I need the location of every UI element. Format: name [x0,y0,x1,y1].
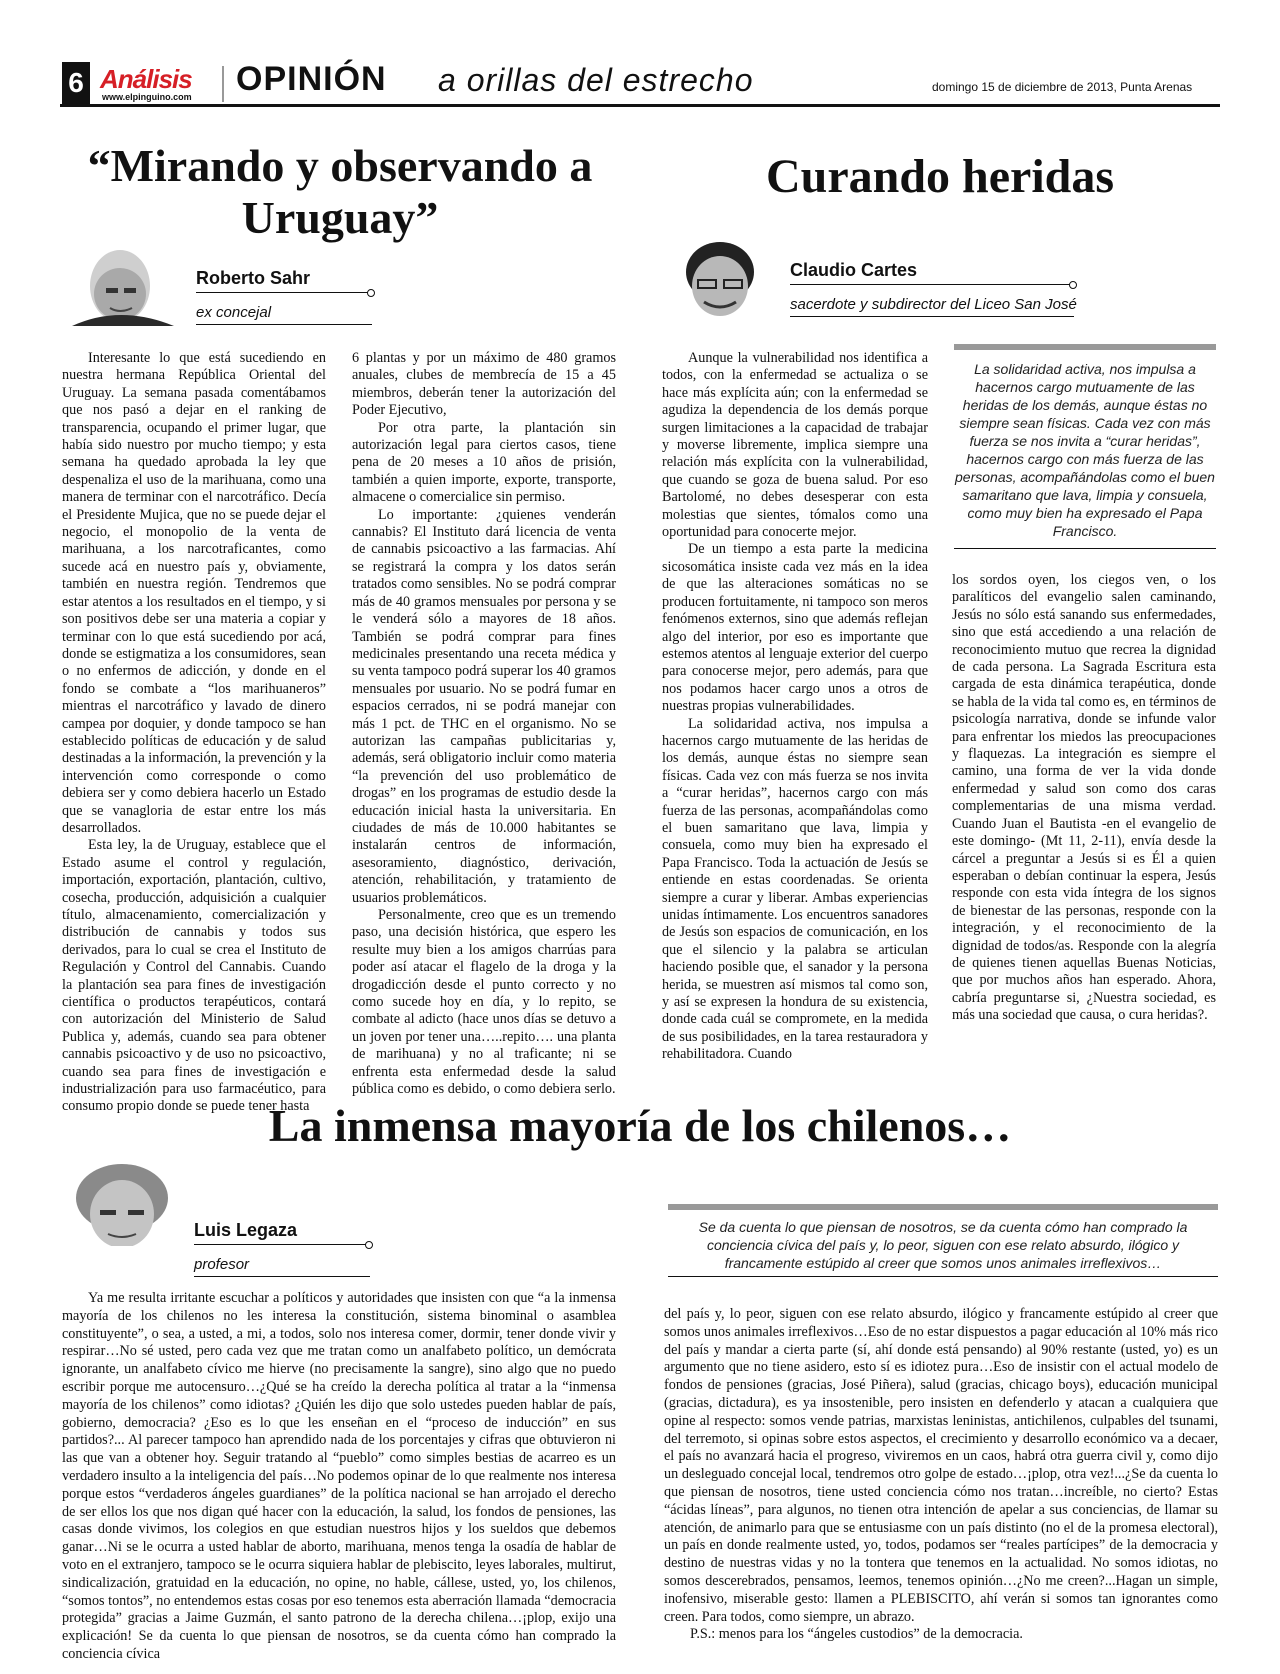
author-photo-claudio-cartes [664,236,778,318]
article2-column-2 [952,572,1216,1025]
paragraph: De un tiempo a esta parte la medicina sicosomática insiste cada vez más en la idea de que las alteraciones somáticas no se producen fortuitamente, ni tampoco son meros fenómenos externos, sino que además reflejan algo del interior, por eso es importante que estemos atentos al lenguaje exterior del cuerpo para conocerse mejor, pero además, para que nos podamos hacer cargo unos a otros de nuestras propias vulnerabilidades. [662,541,928,715]
article2-author-role: sacerdote y subdirector del Liceo San José [790,296,1077,313]
paragraph: Por otra parte, la plantación sin autorización legal para ciertos casos, tiene pena de 20 meses a 10 años de prisión, también a quien importe, exporte, transporte, almacene o comercialice sin permiso. [352,419,616,506]
article1-column-1 [62,350,326,1116]
paragraph: Ya me resulta irritante escuchar a políticos y autoridades que insisten con que “a la inmensa mayoría de los chilenos no les interesa la constitución, sistema binominal o asamblea constituyente”, o sea, a usted, a mi, a todos, solo nos interesa comer, dormir, tener donde vivir y respirar…No sé usted, pero cada vez que me tratan como un analfabeto político, un demócrata ignorante, un analfabeto cívico me hierve (no precisamente la sangre), sino algo que no puedo escribir porque me autocensuro…¿Qué se ha creído la derecha política al tratar a la “inmensa mayoría de los chilenos” como idiotas? ¿Quién les dijo que solo ustedes pueden hablar de país, gobierno, democracia? ¿Eso es lo que les enseñan en el “proceso de inducción” en sus partidos?... Al parecer tampoco han aprendido nada de los porcentajes y cifras que obtuvieron ni las que van a obtener hoy. Seguir tratando al “pueblo” como simples bestias de acarreo es un verdadero insulto a la inteligencia del país…No podemos opinar de lo que realmente nos interesa porque estos “verdaderos ángeles guardianes” de la política nacional se han arrojado el derecho de ser ellos los que nos digan qué hacer con la educación, la salud, los fondos de pensiones, las casas donde vivimos, los colegios en que estudian nuestros hijos y los sueldos que debemos ganar…Ni se le ocurra a usted hablar de aborto, marihuana, menos tenga la osadía de hablar de voto en el extranjero, tampoco se le ocurra siquiera hablar de plebiscito, leyes laborales, multirut, sindicalización, gratuidad en la educación, no opine, no hable, cállese, usted, yo, los chilenos, “somos tontos”, no entendemos estas cosas por eso tenemos esta aberración llamada “democracia protegida” gracias a Jaime Guzmán, el santo patrono de la derecha chilena…¡plop, exijo una explicación! Se da cuenta lo que piensan de nosotros, se da cuenta cómo han comprado la conciencia cívica [62,1290,616,1662]
author-rule-bottom [790,316,1074,317]
article1-title: “Mirando y observando a Uruguay” [87,140,593,243]
paragraph: La solidaridad activa, nos impulsa a hacernos cargo mutuamente de las heridas de los demás, aunque éstas no siempre sean físicas. Cada vez con más fuerza se nos invita a “curar heridas”, hacernos cargo con más fuerza de las personas, acompañándolas como el buen samaritano que lava, limpia y consuela, como muy bien ha expresado el Papa Francisco. Toda la actuación de Jesús se entiende en estas coordenadas. Se orienta siempre a curar y liberar. Ambas experiencias unidas íntimamente. Los encuentros sanadores de Jesús son espacios de comunicación, en los que el silencio y la palabra se articulan haciendo posible que, el sanador y la persona herida, se muestren así mismos tal como son, y así se expresen la hondura de su existencia, donde cada cuál se compromete, en la medida de sus posibilidades, en la tarea restauradora y rehabilitadora. Cuando [662,715,928,1063]
newspaper-url: www.elpinguino.com [102,92,192,102]
paragraph: P.S.: menos para los “ángeles custodios” de la democracia. [690,1626,1023,1643]
paragraph: Interesante lo que está sucediendo en nuestra hermana República Oriental del Uruguay. La semana pasada comentábamos que nos pasó a dejar en el ranking de transparencia, ocupando el primer lugar, que había sido nuestro por mucho tiempo; y esta semana ha quedado aprobada la ley que despenaliza el uso de la marihuana, como una manera de terminar con el narcotráfico. Decía el Presidente Mujica, que no se puede dejar el negocio, el monopolio de la venta de marihuana, a los narcotraficantes, como sucede acá en nuestro país y, obviamente, también en nuestra región. Tendremos que estar atentos a los resultados en el tiempo, y si son positivos debe ser una materia a copiar y terminar con lo que está sucediendo por acá, donde se estigmatiza a los consumidores, sean o no enfermos de adicción, y donde en el fondo se combate a “los marihuaneros” mientras el narcotráfico y lavado de dinero campea por doquier, y donde tampoco se han establecido políticas de educación y de salud destinadas a la información, la prevención y la intervención como corresponde o como debiera ser y como debiera hacerlo un Estado que se vanagloria de estar entre los más desarrollados. [62,350,326,836]
paragraph: Aunque la vulnerabilidad nos identifica a todos, con la enfermedad se actualiza o se hace más explícita aún; con la enfermedad se agudiza la dependencia de los demás porque surgen limitaciones a la capacidad de trabajar y moverse libremente, implica siempre una relación más explícita con la vulnerabilidad, que cuando se goza de buena salud. Por eso Bartolomé, no debes desesperar con esta molestias que sientes, tómalos como una oportunidad para conocerte mejor. [662,350,928,541]
article3-author-role: profesor [194,1256,250,1273]
author-rule [790,284,1074,285]
page-number: 6 [62,62,90,104]
paragraph: los sordos oyen, los ciegos ven, o los paralíticos del evangelio salen caminando, Jesús no sólo está sanando sus enfermedades, sino que está accediendo a una relación de reconocimiento mutuo que recrea la dignidad de cada persona. La Sagrada Escritura esta cargada de esta dinámica terapéutica, donde se habla de la vida tal como es, en términos de psicología narrativa, donde se infunde valor para enfrentar los miedos las preocupaciones y flaquezas. La integración es siempre el camino, una forma de ver la vida donde enfermedad y salud son como dos caras complementarias de una misma verdad. Cuando Juan el Bautista -en el evangelio de este domingo- (Mt 11, 2-11), envía desde la cárcel a preguntar a Jesús si es Él a quien esperaban o debían continuar la espera, Jesús responde con esta vida íntegra de los signos de bienestar de las personas, responde con la integración, y el reconocimiento de la dignidad de todos/as. Responde con la alegría de quienes tienen aquellas Buenas Noticias, que por muchos años han esperado. Ahora, cabría preguntarse si, ¿Nuestra sociedad, es más una sociedad que causa, o cura heridas?. [952,572,1216,1024]
article1-author-role: ex concejal [196,304,272,321]
article2-author: Claudio Cartes [790,260,918,280]
author-rule-bottom [194,1276,370,1277]
article1-column-2 [352,350,616,1098]
article3-author: Luis Legaza [194,1220,298,1240]
article3-column-2 [664,1306,1218,1644]
section-subtitle: a orillas del estrecho [438,62,754,98]
paragraph: Lo importante: ¿quienes venderán cannabis? El Instituto dará licencia de venta de cannabis psicoactivo a las farmacias. Ahí se registrará la compra y los datos serán tratados como sensibles. No se podrá comprar más de 40 gramos mensuales por persona y se le venderá sólo a mayores de 18 años. También se podrá comprar para fines medicinales presentando una receta médica y su venta tampoco podrá superar los 40 gramos mensuales por usuario. No se podrá fumar en espacios cerrados, ni se podrá manejar con más 1 pct. de THC en el organismo. No se autorizan las campañas publicitarias y, además, será obligatorio incluir como materia “la prevención del uso problemático de drogas” en los programas de estudio desde la educación inicial hasta la universitaria. En ciudades de más de 10.000 habitantes se instalarán centros de información, asesoramiento, diagnóstico, derivación, atención, rehabilitación, y tratamiento de usuarios problemáticos. [352,506,616,906]
header-divider [222,66,224,102]
author-rule [194,1244,370,1245]
author-photo-roberto-sahr [62,244,184,326]
article2-column-1 [662,350,928,1064]
author-photo-luis-legaza [64,1162,182,1246]
article3-pull-quote: Se da cuenta lo que piensan de nosotros, se da cuenta cómo han comprado la conciencia cívica del país y, lo peor, siguen con ese relato absurdo, ilógico y francamente estúpido al creer que somos unos animales irreflexivos… [668,1204,1218,1272]
pull-quote-rule [668,1276,1218,1277]
paragraph: Personalmente, creo que es un tremendo paso, una decisión histórica, que espero les resulte muy bien a los amigos charrúas para poder así atacar el flagelo de la droga y la drogadicción desde el punto correcto y no como sucede hoy en día, y lo repito, se combate al adicto (hace unos días se detuvo a un joven por tener una…..repito…. una planta de marihuana) y no al traficante; ni se enfrenta esta enfermedad desde la salud pública como es debido, o como debiera serlo. [352,907,616,1098]
paragraph: 6 plantas y por un máximo de 480 gramos anuales, clubes de membrecía de 15 a 45 miembros, deberán tener la autorización del Poder Ejecutivo, [352,350,616,419]
article1-author: Roberto Sahr [196,268,311,288]
dateline: domingo 15 de diciembre de 2013, Punta Arenas [932,80,1193,94]
section-title: OPINIÓN [236,60,387,98]
article3-column-1 [62,1290,616,1664]
article2-pull-quote: La solidaridad activa, nos impulsa a hacernos cargo mutuamente de las heridas de los demás, aunque éstas no siempre sean físicas. Cada vez con más fuerza se nos invita a “curar heridas”, hacernos cargo con más fuerza de las personas, acompañándolas como el buen samaritano que lava, limpia y consuela, como muy bien ha expresado el Papa Francisco. [954,344,1216,540]
header-rule [60,104,1220,107]
article2-title: Curando heridas [765,150,1115,203]
pull-quote-rule [954,548,1216,549]
author-rule-bottom [196,324,372,325]
paragraph: del país y, lo peor, siguen con ese relato absurdo, ilógico y francamente estúpido al creer que somos unos animales irreflexivos…Eso de no estar dispuestos a pagar educación al 10% más rico del país y mandar a cierta parte (sí, ahí donde está pensando) al 90% restante (usted, yo) es un argumento que no tiene asidero, esto sí es idiotez pura…Eso de insistir con el actual modelo de fondos de pensiones (gracias, José Piñera), salud (gracias, chicago boys), educación municipal (gracias, dictadura), es ya insostenible, pero insisten en defenderlo y atacan a cualquiera que opine al respecto: somos vende patrias, marxistas leninistas, antichilenos, culpables del tsunami, del terremoto, si opinas sobre estos aspectos, el crecimiento y desarrollo económico va a decaer, el país no avanzará hacia el progreso, viviremos en un caos, habrá otra guerra civil y, como dijo un desleguado concejal local, tendremos otro golpe de estado…¡plop, otra vez!...¿Se da cuenta lo que piensan de nosotros, tiene usted conciencia cómo nos tratan…increíble, no cierto? Estas “ácidas líneas”, para algunos, no tienen otra intención de apelar a sus conciencias, de llamar su atención, de animarlo para que se entusiasme con un país distinto (no el de la promesa electoral), un país en donde realmente usted, yo, todos, podamos ser “reales partícipes” de la democracia y destino de nuestras vidas y no la tontera que tenemos en la actualidad. No somos idiotas, no somos descerebrados, pensamos, leemos, tenemos opinión…¿No me creen?...Hagan un simple, inofensivo, miserable gesto: llamen a PLEBISCITO, ahí verán si somos tan ignorantes como creen. Para todos, como siempre, un abrazo. [664,1306,1218,1625]
author-rule [196,292,372,293]
newspaper-logo: Análisis [100,64,192,94]
paragraph: Esta ley, la de Uruguay, establece que el Estado asume el control y regulación, importación, exportación, plantación, cultivo, cosecha, producción, adquisición a cualquier título, almacenamiento, comercialización y distribución de cannabis y todos sus derivados, para lo cual se crea el Instituto de Regulación y Control del Cannabis. Cuando la plantación sea para fines de investigación científica o productos terapéuticos, contará con autorización del Ministerio de Salud Publica y, además, cuando sea para obtener cannabis psicoactivo y de uso no psicoactivo, cuando sea para fines de investigación e industrialización para uso farmacéutico, para consumo propio donde se puede tener hasta [62,837,326,1115]
article3-title: La inmensa mayoría de los chilenos… [268,1100,1012,1151]
